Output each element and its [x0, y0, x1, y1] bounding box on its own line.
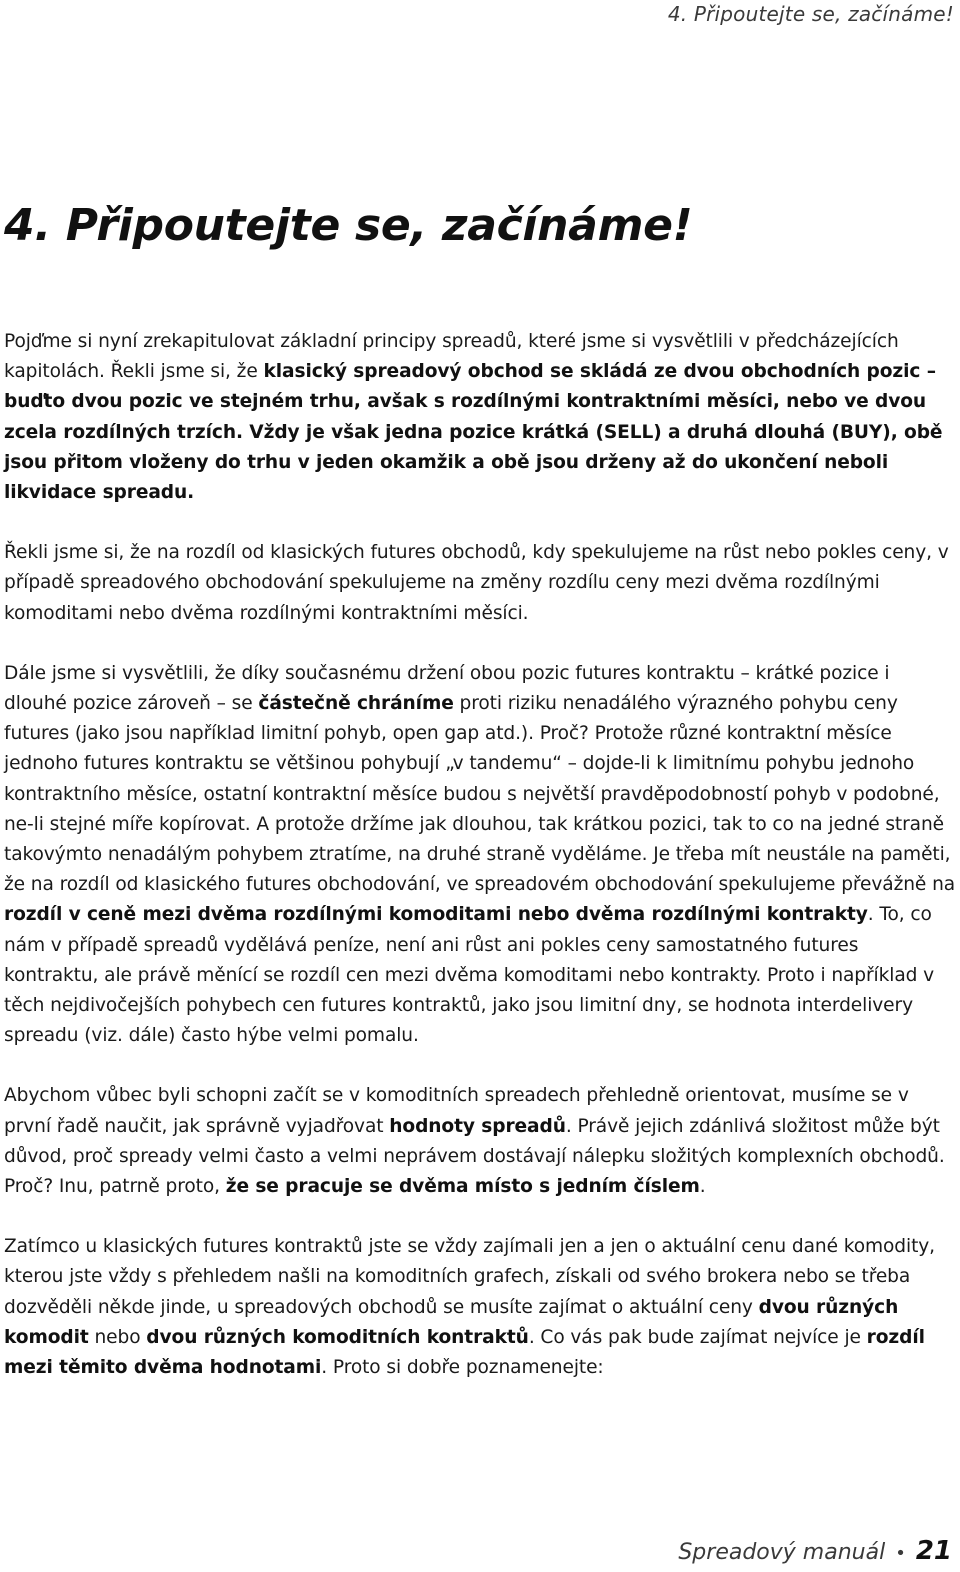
paragraph-2: [4, 538, 956, 629]
bold-text-run: dvou různých komoditních kontraktů: [146, 1326, 529, 1348]
text-run: Pojďme si nyní zrekapitulovat základní principy spreadů, které jsme si vysvětlili v předcházejících kapitolách. Řekli jsme si, že: [4, 331, 899, 383]
text-run: .: [699, 1176, 706, 1198]
footer-separator: •: [895, 1543, 906, 1564]
text-run: . Proto si dobře poznamenejte:: [321, 1357, 604, 1379]
bold-text-run: dvou různých komodit: [4, 1296, 899, 1348]
text-run: Zatímco u klasických futures kontraktů jste se vždy zajímali jen a jen o aktuální cenu dané komodity, kterou jste vždy s přehledem našli na komoditních grafech, získali od svého brokera nebo se třeba dozvěděli někde jinde, u spreadových obchodů se musíte zajímat o aktuální ceny: [4, 1236, 935, 1318]
text-run: . Právě jejich zdánlivá složitost může být důvod, proč spready velmi často a velmi neprávem dostávají nálepku složitých komplexních obchodů. Proč? Inu, patrně proto,: [4, 1115, 945, 1198]
footer-book-title: Spreadový manuál: [678, 1540, 886, 1565]
bold-text-run: že se pracuje se dvěma místo s jedním číslem: [225, 1176, 700, 1198]
paragraph-4: [4, 1081, 956, 1202]
bold-text-run: hodnoty spreadů: [389, 1115, 566, 1137]
text-run: Abychom vůbec byli schopni začít se v komoditních spreadech přehledně orientovat, musíme se v první řadě naučit, jak správně vyjadřovat: [4, 1085, 909, 1137]
bold-text-run: rozdíl v ceně mezi dvěma rozdílnými komoditami nebo dvěma rozdílnými kontrakty: [4, 904, 868, 926]
paragraph-3: [4, 659, 956, 1052]
bold-text-run: rozdíl mezi těmito dvěma hodnotami: [4, 1326, 925, 1379]
chapter-title: 4. Připoutejte se, začínáme!: [4, 200, 693, 251]
text-run: proti riziku nenadálého výrazného pohybu ceny futures (jako jsou například limitní pohyb, open gap atd.). Proč? Protože různé kontraktní měsíce jednoho futures kontraktu se většinou pohybují „v tandemu“ – dojde-li k limitnímu pohybu jednoho kontraktního měsíce, ostatní kontraktní měsíce budou s největší pravděpodobností pohyb v podobné, ne-li stejné míře kopírovat. A protože držíme jak dlouhou, tak krátkou pozici, tak to co na jedné straně takovýmto nenadálým pohybem ztratíme, na druhé straně vyděláme. Je třeba mít neustále na paměti, že na rozdíl od klasického futures obchodování, ve spreadovém obchodování spekulujeme převážně na: [4, 693, 956, 896]
bold-text-run: klasický spreadový obchod se skládá ze dvou obchodních pozic – buďto dvou pozic ve stejném trhu, avšak s rozdílnými kontraktními měsíci, nebo ve dvou zcela rozdílných trzích. Vždy je však jedna pozice krátká (SELL) a druhá dlouhá (BUY), obě jsou přitom vloženy do trhu v jeden okamžik a obě jsou drženy až do ukončení neboli likvidace spreadu.: [4, 361, 943, 504]
text-run: Řekli jsme si, že na rozdíl od klasických futures obchodů, kdy spekulujeme na růst nebo pokles ceny, v případě spreadového obchodování spekulujeme na změny rozdílu ceny mezi dvěma rozdílnými komoditami nebo dvěma rozdílnými kontraktními měsíci.: [4, 542, 949, 624]
text-run: . To, co nám v případě spreadů vydělává peníze, není ani růst ani pokles ceny samostatného futures kontraktu, ale právě měnící se rozdíl cen mezi dvěma komoditami nebo kontrakty. Proto i například v těch nejdivočejších pohybech cen futures kontraktů, jako jsou limitní dny, se hodnota interdelivery spreadu (viz. dále) často hýbe velmi pomalu.: [4, 904, 935, 1047]
bold-text-run: částečně chráníme: [258, 693, 454, 715]
body-text: [4, 327, 956, 1413]
text-run: Dále jsme si vysvětlili, že díky současnému držení obou pozic futures kontraktu – krátké pozice i dlouhé pozice zároveň – se: [4, 662, 890, 715]
paragraph-5: [4, 1232, 956, 1383]
page-number: 21: [915, 1536, 952, 1566]
page-footer: [678, 1536, 952, 1566]
text-run: nebo: [88, 1326, 147, 1348]
paragraph-1: [4, 327, 956, 508]
running-header: 4. Připoutejte se, začínáme!: [667, 2, 954, 26]
text-run: . Co vás pak bude zajímat nejvíce je: [528, 1326, 867, 1348]
